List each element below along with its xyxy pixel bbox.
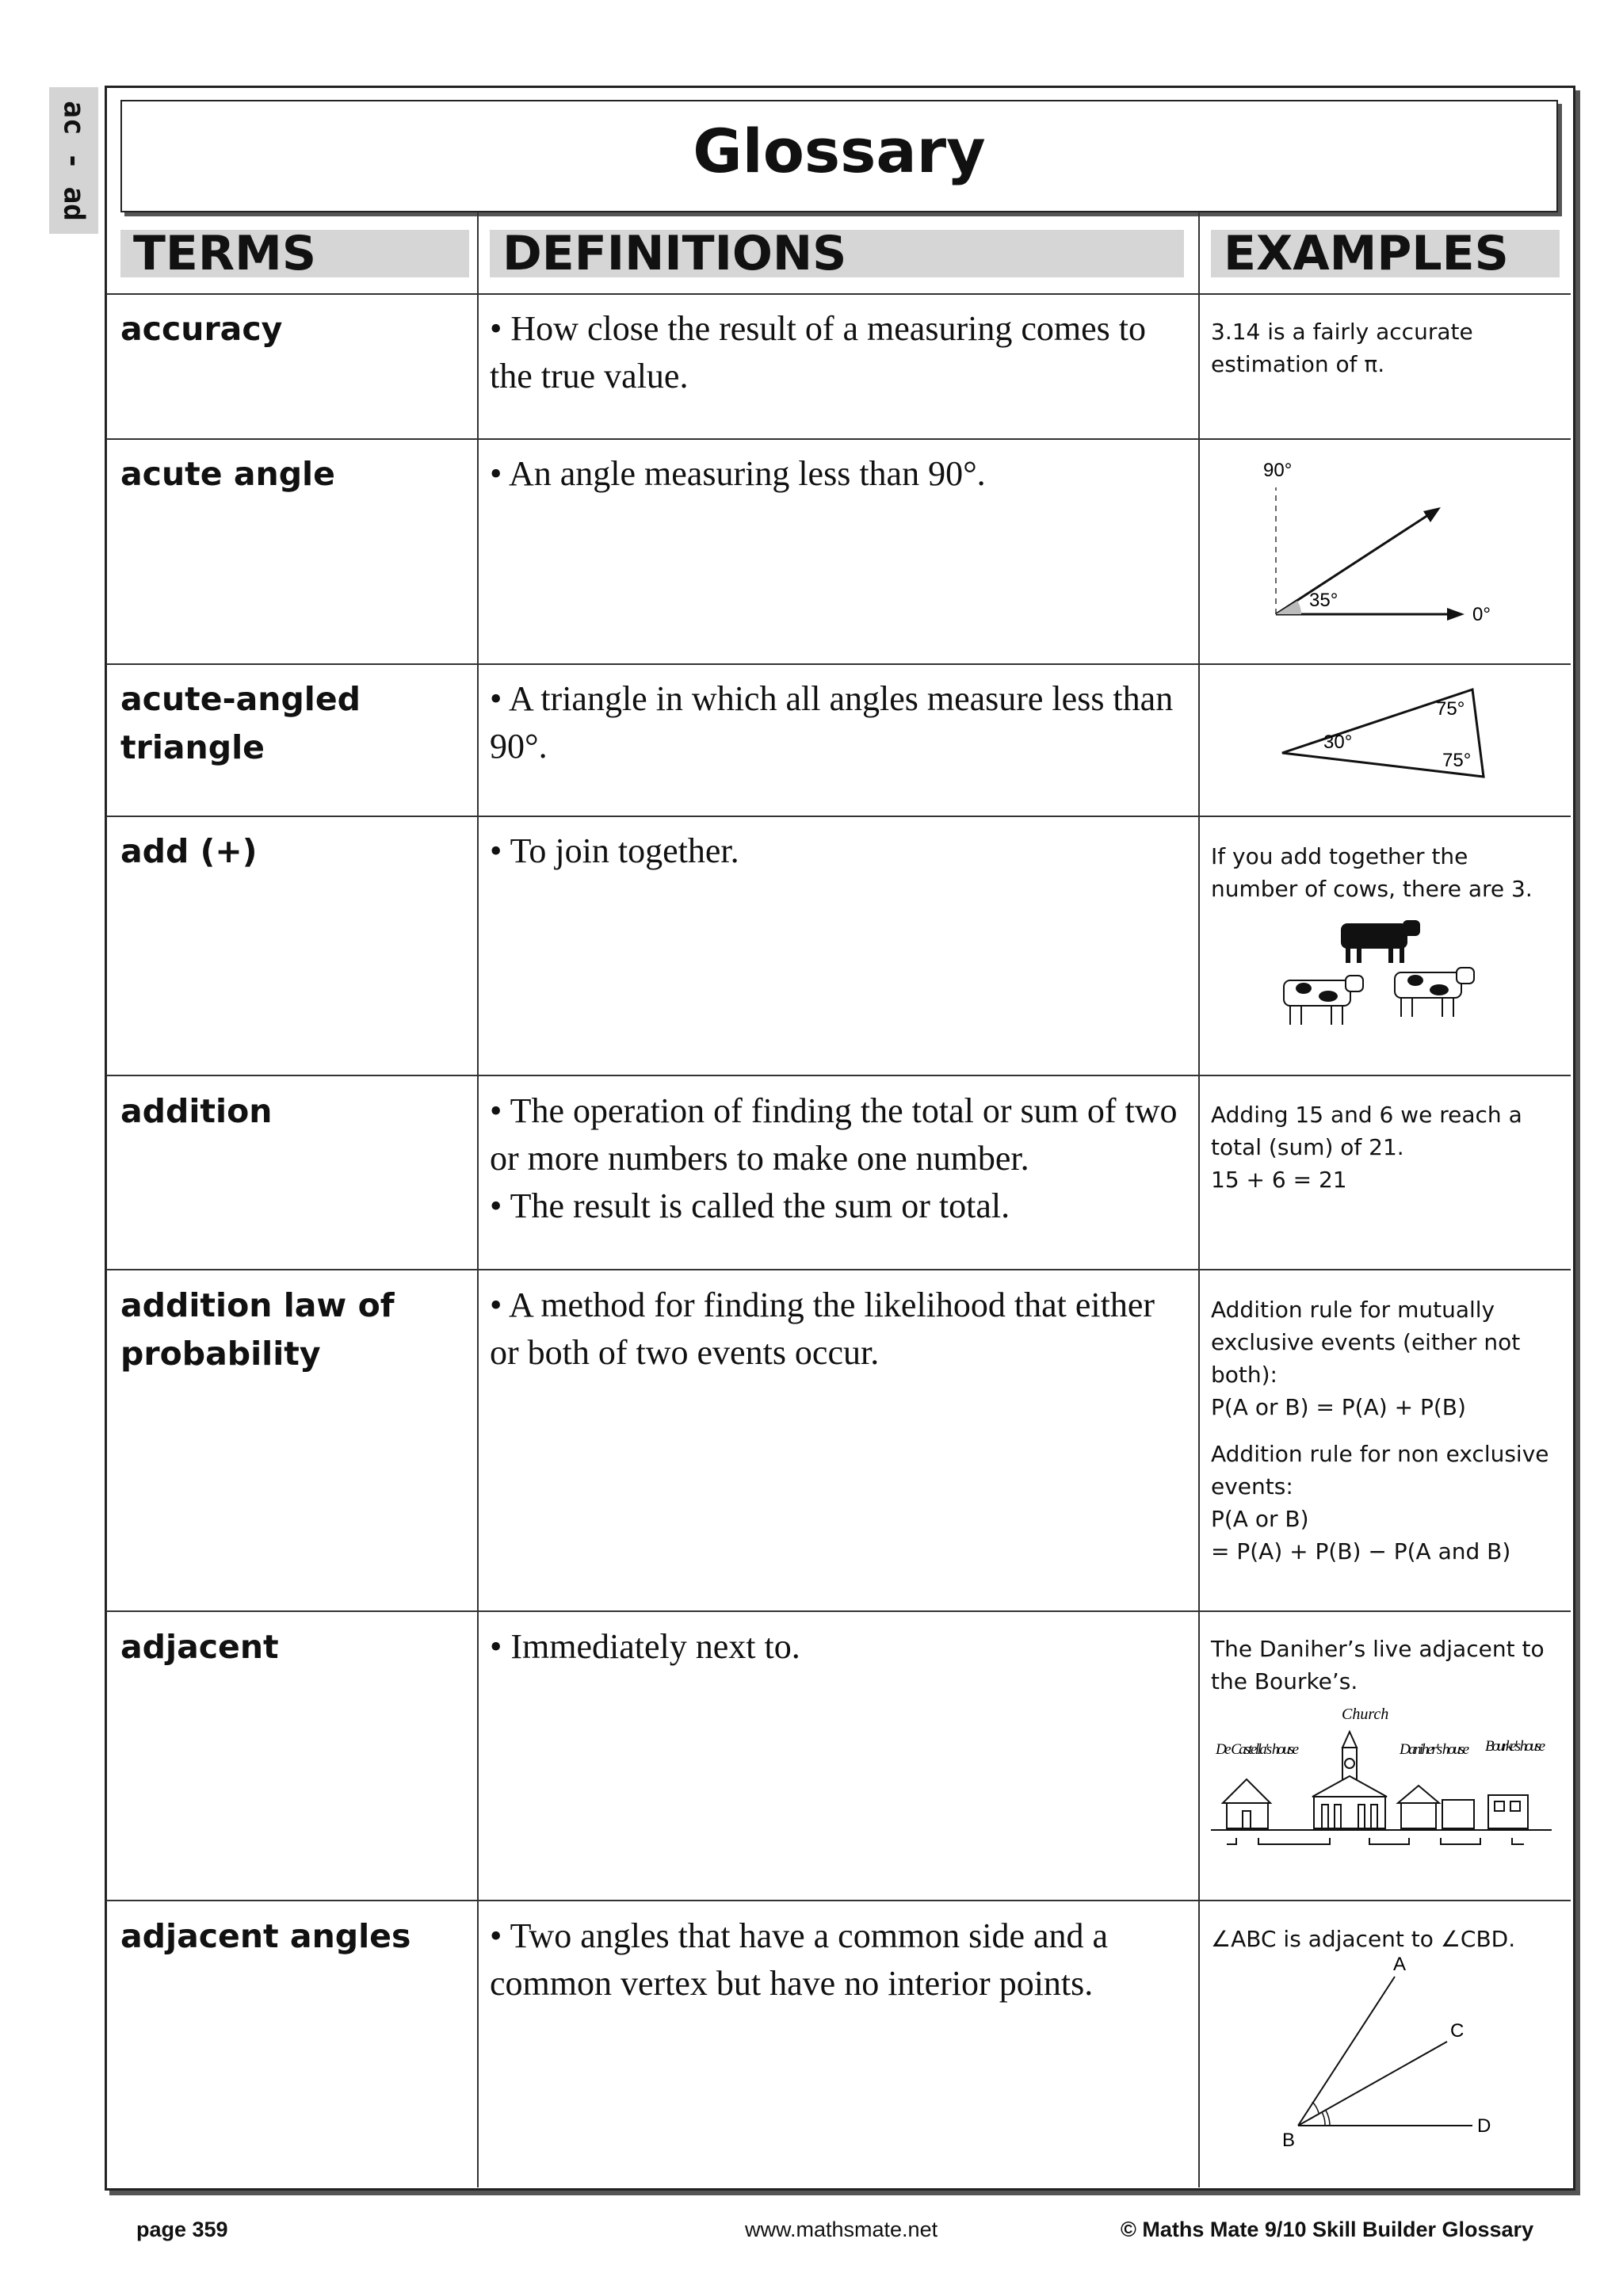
example-accuracy: 3.14 is a fairly accurate estimation of π. (1211, 319, 1473, 377)
church-label: Church (1342, 1706, 1389, 1723)
de-castella-label (1215, 1741, 1299, 1758)
footer-copyright: © Maths Mate 9/10 Skill Builder Glossary (1121, 2218, 1534, 2241)
angle-label-90: 90° (1263, 460, 1293, 481)
footer-website: www.mathsmate.net (745, 2218, 938, 2241)
point-label-a: A (1393, 1954, 1407, 1975)
example-addition: Adding 15 and 6 we reach a total (sum) of 21. 15 + 6 = 21 (1211, 1102, 1522, 1193)
row-divider (106, 816, 1571, 817)
bourke-label (1485, 1738, 1545, 1755)
term-adjacent-angles: adjacent angles (120, 1917, 411, 1955)
row-divider (106, 293, 1571, 295)
triangle-angle-label: 75° (1436, 698, 1465, 720)
point-label-b: B (1282, 2130, 1296, 2151)
svg-text:Daniher's house: Daniher's house (1400, 1741, 1469, 1758)
term-add: add (+) (120, 832, 258, 870)
point-label-c: C (1450, 2020, 1465, 2042)
triangle-figure (1268, 683, 1498, 786)
definition-acute-angled-triangle: • A triangle in which all angles measure less than 90°. (490, 679, 1174, 766)
row-divider (106, 1900, 1571, 1901)
column-divider-1 (477, 212, 479, 2187)
definition-acute-angle: • An angle measuring less than 90°. (490, 454, 986, 493)
row-divider (106, 1075, 1571, 1076)
acute-angle-figure (1236, 456, 1506, 638)
term-addition-law-of-probability: addition law of probability (120, 1286, 395, 1373)
daniher-label (1399, 1741, 1469, 1758)
section-tab (49, 87, 98, 234)
houses-illustration (1211, 1700, 1568, 1862)
term-acute-angled-triangle: acute-angled triangle (120, 680, 361, 766)
example-adjacent-angles: ∠ABC is adjacent to ∠CBD. (1211, 1926, 1516, 1952)
definition-add: • To join together. (490, 831, 739, 870)
svg-text:De Castella's house: De Castella's house (1216, 1741, 1299, 1758)
term-acute-angle: acute angle (120, 455, 335, 493)
daniher-house (1401, 1803, 1436, 1828)
definition-adjacent: • Immediately next to. (490, 1627, 800, 1666)
row-divider (106, 1269, 1571, 1270)
examples-header: EXAMPLES (1211, 230, 1560, 277)
example-add: If you add together the number of cows, there are 3. (1211, 843, 1533, 902)
cow-black (1341, 920, 1420, 963)
definition-addition-law-of-probability: • A method for finding the likelihood that either or both of two events occur. (490, 1286, 1155, 1372)
row-divider (106, 1610, 1571, 1612)
column-divider-2 (1198, 212, 1200, 2187)
definition-addition: • The operation of finding the total or sum of two or more numbers to make one number. • The result is called the sum or total. (490, 1091, 1178, 1225)
point-label-d: D (1477, 2115, 1491, 2137)
definition-adjacent-angles: • Two angles that have a common side and a common vertex but have no interior points. (490, 1916, 1109, 2003)
terms-header: TERMS (120, 230, 469, 277)
angle-label-35: 35° (1309, 590, 1338, 611)
example-adjacent: The Daniher’s live adjacent to the Bourke’s. (1211, 1636, 1545, 1694)
house-roof (1223, 1779, 1270, 1803)
cows-illustration (1276, 915, 1490, 1034)
row-divider (106, 663, 1571, 665)
triangle-angle-label: 75° (1442, 750, 1472, 771)
page-title: Glossary (693, 116, 986, 186)
term-adjacent: adjacent (120, 1628, 279, 1666)
definitions-header: DEFINITIONS (490, 230, 1184, 277)
example-addition-law-of-probability: Addition rule for mutually exclusive events (either not both): P(A or B) = P(A) + P(B) Addition rule for non exclusive events: P(A or B) = P(A) + P(B) − P(A and B) (1211, 1297, 1549, 1564)
row-divider (106, 438, 1571, 440)
adjacent-angles-figure (1260, 1954, 1514, 2151)
title-box (120, 100, 1558, 212)
definition-accuracy: • How close the result of a measuring comes to the true value. (490, 309, 1146, 395)
svg-text:Bourke's house: Bourke's house (1485, 1738, 1545, 1755)
section-tab-label: ac - ad (57, 100, 90, 221)
triangle-angle-label: 30° (1323, 732, 1353, 753)
footer-page-number: page 359 (136, 2218, 228, 2241)
term-accuracy: accuracy (120, 310, 283, 348)
term-addition: addition (120, 1092, 273, 1130)
angle-label-0: 0° (1472, 604, 1491, 625)
